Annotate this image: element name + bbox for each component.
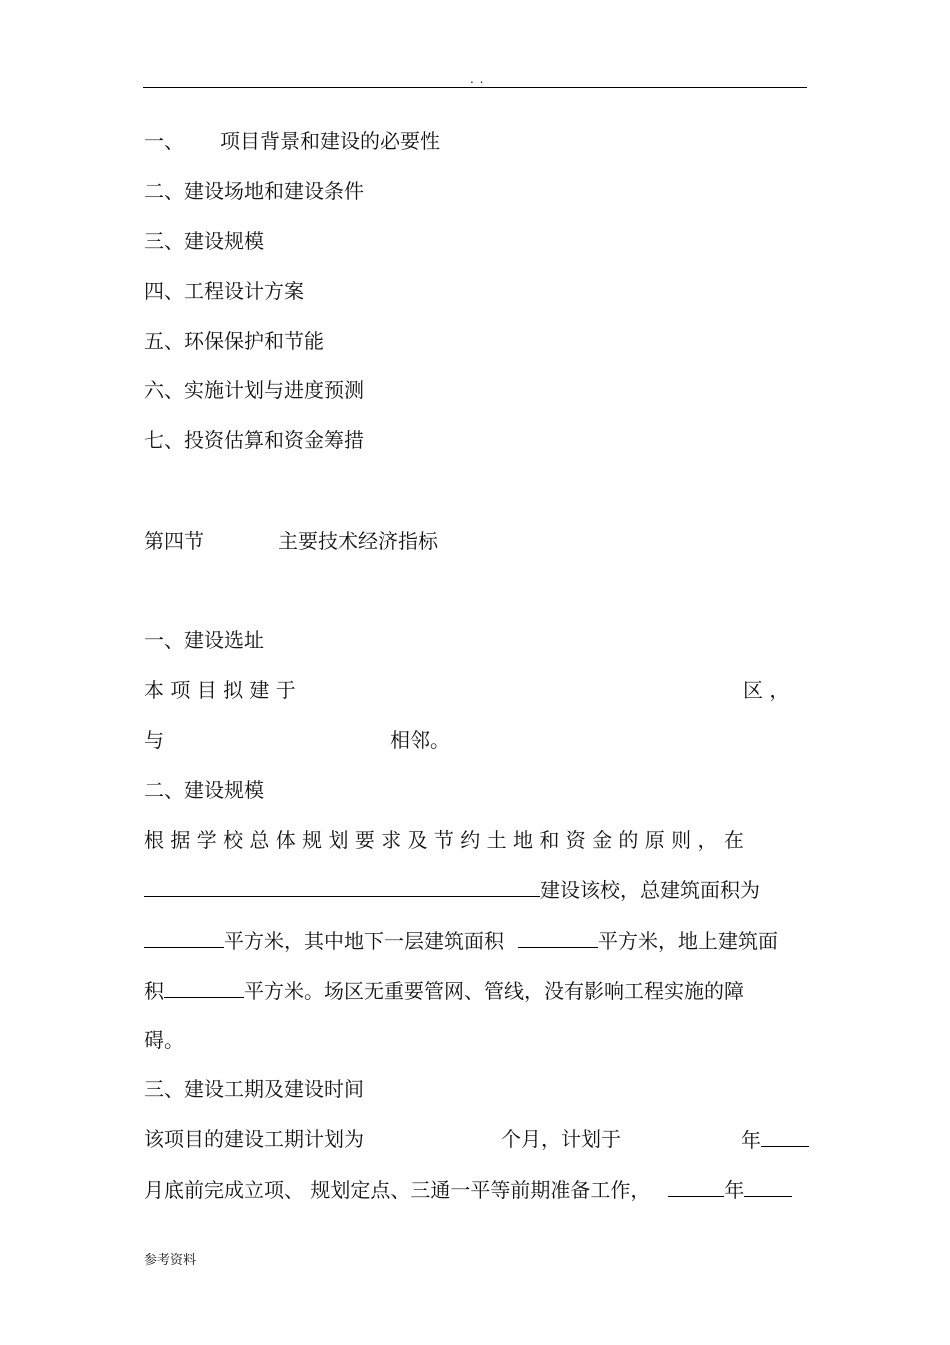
blank-field [761, 1126, 809, 1147]
blank-field [144, 876, 540, 897]
site-line2-start: 与 [144, 728, 164, 752]
schedule-line1-a: 该项目的建设工期计划为 [144, 1127, 364, 1151]
toc-text: 环保保护和节能 [184, 329, 324, 353]
schedule-line2-text-a: 月底前完成立项、 规划定点、三通一平等前期准备工作， [144, 1178, 651, 1202]
schedule-line1-c [741, 1126, 809, 1153]
scale-line3 [144, 927, 778, 954]
toc-number: 六、 [144, 378, 184, 402]
toc-number: 五、 [144, 329, 184, 353]
toc-item-7 [144, 427, 364, 453]
toc-text: 工程设计方案 [184, 279, 304, 303]
toc-item-5 [144, 328, 324, 354]
site-heading: 一、建设选址 [144, 628, 264, 652]
schedule-line1-b: 个月，计划于 [501, 1127, 621, 1151]
toc-text: 投资估算和资金筹措 [184, 428, 364, 452]
scale-line2 [144, 876, 760, 903]
page-footer: 参考资料 [144, 1253, 197, 1268]
schedule-year-label: 年 [741, 1128, 761, 1152]
toc-number: 二、 [144, 179, 184, 203]
toc-text: 实施计划与进度预测 [184, 378, 364, 402]
scale-line1: 根 据 学 校 总 体 规 划 要 求 及 节 约 土 地 和 资 金 的 原 则 ， 在 [144, 828, 744, 852]
schedule-heading: 三、建设工期及建设时间 [144, 1077, 364, 1101]
toc-item-3 [144, 228, 264, 254]
schedule-line2-text-b: 年 [724, 1178, 745, 1202]
toc-text: 项目背景和建设的必要性 [220, 129, 440, 153]
toc-number: 一、 [144, 129, 184, 153]
site-line2-end: 相邻。 [390, 728, 450, 752]
site-line1-end: 区 ， [743, 678, 790, 702]
toc-item-6 [144, 377, 364, 403]
header-rule [143, 87, 807, 88]
toc-item-2 [144, 178, 364, 204]
toc-number: 七、 [144, 428, 184, 452]
blank-field [744, 1176, 792, 1197]
scale-line4-text-b: 平方米。场区无重要管网、管线，没有影响工程实施的障 [244, 979, 744, 1003]
scale-line3-text-a: 平方米，其中地下一层建筑面积 [224, 929, 504, 953]
scale-line2-text: 建设该校，总建筑面积为 [540, 878, 760, 902]
scale-line4-text-a: 积 [144, 979, 164, 1003]
toc-item-4 [144, 278, 304, 304]
blank-field [518, 927, 598, 948]
scale-line5: 碍。 [144, 1028, 184, 1052]
scale-line4 [144, 977, 744, 1004]
page-header-mark: . . [470, 72, 485, 86]
schedule-line2 [144, 1176, 792, 1203]
section-title: 主要技术经济指标 [278, 529, 438, 553]
section-label: 第四节 [144, 529, 204, 553]
toc-text: 建设场地和建设条件 [184, 179, 364, 203]
toc-number: 四、 [144, 279, 184, 303]
blank-field [144, 927, 224, 948]
blank-field [164, 977, 244, 998]
toc-number: 三、 [144, 229, 184, 253]
toc-text: 建设规模 [184, 229, 264, 253]
scale-line3-text-b: 平方米，地上建筑面 [598, 929, 778, 953]
scale-heading: 二、建设规模 [144, 778, 264, 802]
blank-field [668, 1176, 724, 1197]
toc-item-1 [144, 128, 440, 154]
site-line1-start: 本 项 目 拟 建 于 [144, 678, 296, 702]
